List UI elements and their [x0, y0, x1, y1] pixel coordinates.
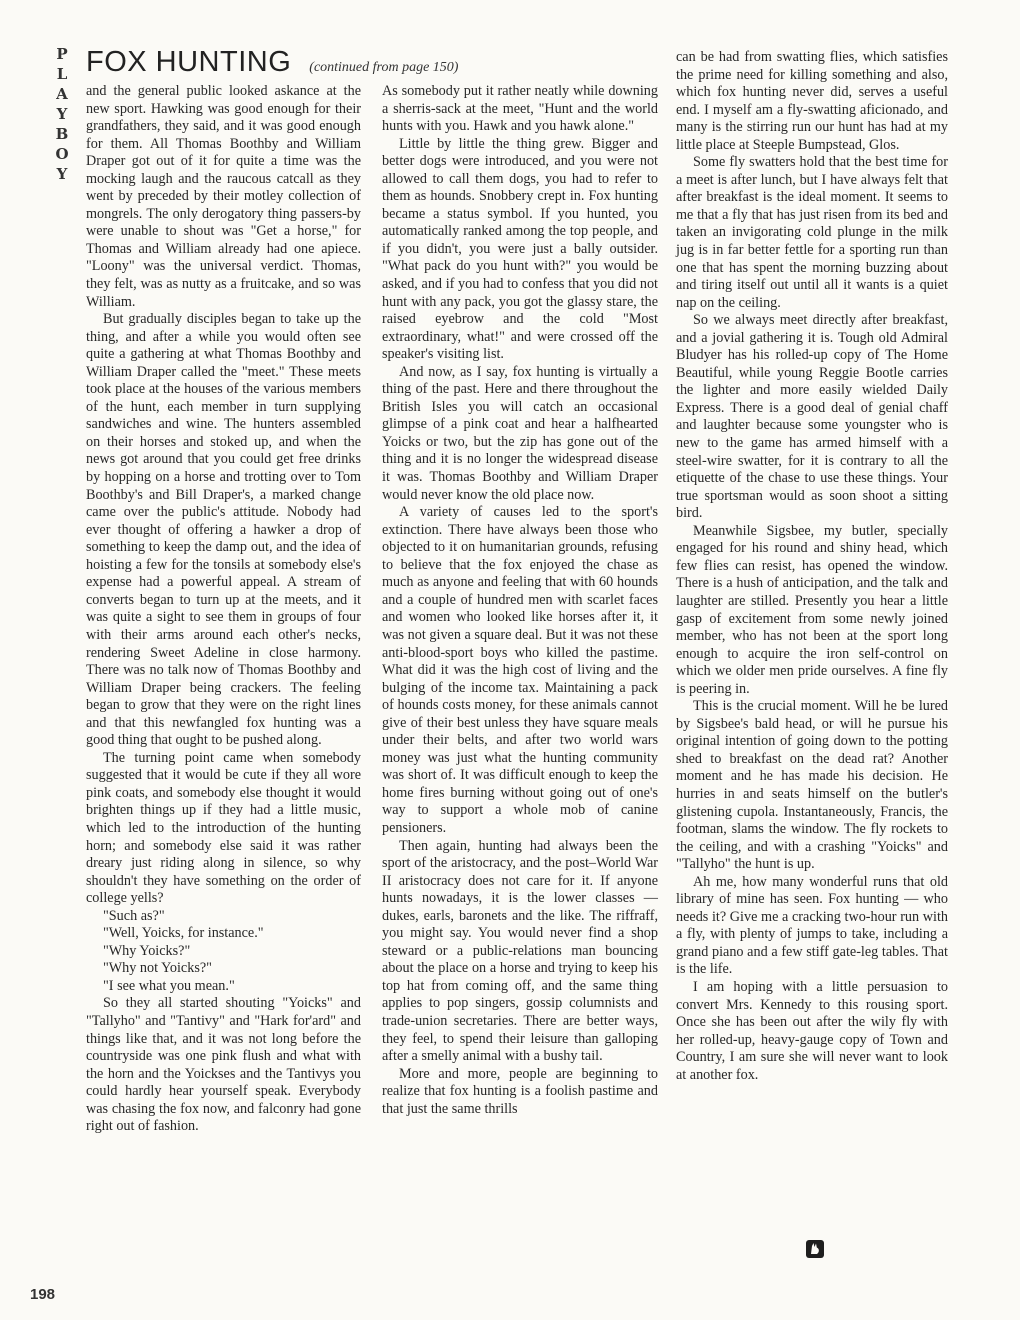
- paragraph: Meanwhile Sigsbee, my butler, specially engaged for his round and shiny head, which few flies can resist, has opened the window. There is a hush of anticipation, and the talk and laughter are stilled. Presently you hear a little gasp of excitement from some newly joined member, who has not been at the sport long enough to acquire the iron self-control on which we older men pride ourselves. A fine fly is peering in.: [676, 522, 948, 697]
- paragraph: and the general public looked askance at the new sport. Hawking was good enough for their grandfathers, they said, and it was good enough for them. All Thomas Boothby and William Draper got out of it for quite a time was the mocking laugh and the raucous catcall as they went by preceded by their motley collection of mongrels. The only derogatory thing passers-by were unable to shout was "Get a horse," for Thomas and William already had one apiece. "Loony" was the universal verdict. Thomas, they felt, was as nutty as a fruitcake, and so was William.: [86, 83, 361, 310]
- paragraph: "Such as?": [103, 907, 165, 924]
- paragraph: Then again, hunting had always been the sport of the aristocracy, and the post–World War II aristocracy does not care for it. If anyone hunts nowadays, it is the lower classes — dukes, earls, baronets and the like. The riffraff, you might say. You would never find a shop steward or a public-relations man bouncing about the place on a horse and trying to keep his top hat from coming off, and the same thing applies to pop singers, gossip columnists and trade-union secretaries. There are better ways, they feel, to spend their leisure than galloping after a smelly animal with a bushy tail.: [382, 837, 658, 1065]
- text-column-2: [382, 83, 658, 1118]
- paragraph: "Why not Yoicks?": [103, 960, 212, 977]
- paragraph: And now, as I say, fox hunting is virtually a thing of the past. Here and there throughout the British Isles you will catch an occasional glimpse of a pink coat and hear a halfhearted Yoicks or two, but the zip has gone out of the thing and it is no longer the widespread disease it was. Thomas Boothby and William Draper would never know the old place now.: [382, 363, 658, 503]
- paragraph: So they all started shouting "Yoicks" and "Tallyho" and "Tantivy" and "Hark for'ard" and things like that, and it was not long before the countryside was one pink flush and what with the horn and the Yoickses and the Tantivys you could hardly hear yourself speak. Everybody was chasing the fox now, and falconry had gone right out of fashion.: [86, 995, 361, 1135]
- vertical-letters: P L A Y B O Y: [55, 45, 69, 183]
- text-column-3: [676, 49, 948, 1084]
- paragraph: This is the crucial moment. Will he be lured by Sigsbee's bald head, or will he pursue his original intention of going down to the potting shed to breakfast on the dead rat? Another moment and he has made his decision. He hurries in and seats himself on the butler's glistening cupola. Instantaneously, Francis, the footman, slams the window. The fly rockets to the ceiling, and with a crashing "Yoicks" and "Tallyho" the hunt is up.: [676, 698, 948, 873]
- paragraph: As somebody put it rather neatly while downing a sherris-sack at the meet, "Hunt and the world hunts with you. Hawk and you hawk alone.": [382, 83, 658, 135]
- article-title: FOX HUNTING: [86, 46, 292, 78]
- page-number: 198: [30, 1286, 56, 1303]
- paragraph: I am hoping with a little persuasion to convert Mrs. Kennedy to this rousing sport. Once she has been out after the wily fly with her rolled-up, heavy-gauge copy of Town and Country, I am sure she will never want to look at another fox.: [676, 978, 948, 1083]
- paragraph: But gradually disciples began to take up the thing, and after a while you would often see quite a gathering at what Thomas Boothby and William Draper called the "meet." These meets took place at the houses of the various members of the hunt, each member in turn supplying sandwiches and wine. The hunters assembled on their horses and stoked up, and when the news got around that you could get free drinks by hopping on a horse and trotting over to Tom Boothby's and Bill Draper's, a marked change came over the public's attitude. Nobody had ever thought of offering a hawker a drop of something to keep the damp out, and the idea of hoisting a few for the tonsils at somebody else's expense had a powerful appeal. A stream of converts began to turn up at the meets, and it was quite a sight to see them in groups of four with their arms around each other's necks, rendering Sweet Adeline in close harmony. There was no talk now of Thomas Boothby and William Draper being crackers. The feeling began to grow that they were on the right lines and that this newfangled fox hunting was a good thing that ought to be pushed along.: [86, 311, 361, 749]
- paragraph: A variety of causes led to the sport's extinction. There have always been those who objected to it on humanitarian grounds, refusing to believe that the fox enjoyed the chase as much as anyone and feeling that with 60 hounds and a couple of hundred men with scarlet faces and women who looked like horses after it, it was not given a square deal. But it was not these anti-blood-sport boys who killed the pastime. What did it was the high cost of living and the bulging of the income tax. Maintaining a pack of hounds costs money, for these animals cannot give of their best unless they have square meals under their belts, and after two world wars money was just what the hunting community was short of. It was difficult enough to keep the home fires burning without going out of one's way to support a whole mob of canine pensioners.: [382, 504, 658, 836]
- paragraph: can be had from swatting flies, which satisfies the prime need for killing something and also, which fox hunting never did, serves a useful end. I myself am a fly-swatting aficionado, and many is the stirring run our hunt has had at my little place at Steeple Bumpstead, Glos.: [676, 49, 948, 153]
- rabbit-end-mark-icon: [806, 1240, 824, 1263]
- paragraph: "Why Yoicks?": [103, 942, 191, 959]
- paragraph: Some fly swatters hold that the best time for a meet is after lunch, but I have always felt that after breakfast is the ideal moment. It seems to me that a fly that has just risen from its bed and taken an invigorating cold plunge in the milk jug is in far better fettle for a sporting run than one that has spent the morning buzzing about and tiring itself out until all it wants is a quiet nap on the ceiling.: [676, 154, 948, 311]
- text-column-1: [86, 83, 361, 1136]
- paragraph: The turning point came when somebody suggested that it would be cute if they all wore pink coats, and somebody else thought it would brighten things up if they had a little music, which led to the introduction of the hunting horn; and somebody else said it was rather dreary just riding along in silence, so why shouldn't they have something on the order of college yells?: [86, 749, 361, 907]
- article-headline: [86, 46, 458, 79]
- paragraph: Little by little the thing grew. Bigger and better dogs were introduced, and you were not allowed to call them dogs, you had to refer to them as hounds. Snobbery crept in. Fox hunting became a status symbol. If you hunted, you automatically ranked among the top people, and if you didn't, you were just a bally outsider. "What pack do you hunt with?" you would be asked, and if you had to confess that you did not hunt with any pack, you got the glassy stare, the raised eyebrow and the cold "Most extraordinary, what!" and were crossed off the speaker's visiting list.: [382, 135, 658, 363]
- continuation-note: (continued from page 150): [309, 60, 459, 75]
- paragraph: "I see what you mean.": [103, 977, 235, 994]
- paragraph: "Well, Yoicks, for instance.": [103, 925, 264, 942]
- paragraph: Ah me, how many wonderful runs that old library of mine has seen. Fox hunting — who needs it? Give me a cracking two-hour run with a fly, with plenty of jumps to take, including a grand piano and a few stiff gate-leg tables. That is the life.: [676, 873, 948, 978]
- paragraph: More and more, people are beginning to realize that fox hunting is a foolish pastime and that just the same thrills: [382, 1065, 658, 1117]
- magazine-vertical-label: [52, 44, 72, 184]
- paragraph: So we always meet directly after breakfast, and a jovial gathering it is. Tough old Admiral Bludyer has his rolled-up copy of The Home Beautiful, while young Reggie Bootle carries the lighter and more easily wielded Daily Express. There is a good deal of genial chaff and laughter because some youngster who is new to the game has armed himself with a steel-wire swatter, for it is contrary to all the etiquette of the chase to use these things. Your true sportsman would as soon shoot a sitting bird.: [676, 312, 948, 522]
